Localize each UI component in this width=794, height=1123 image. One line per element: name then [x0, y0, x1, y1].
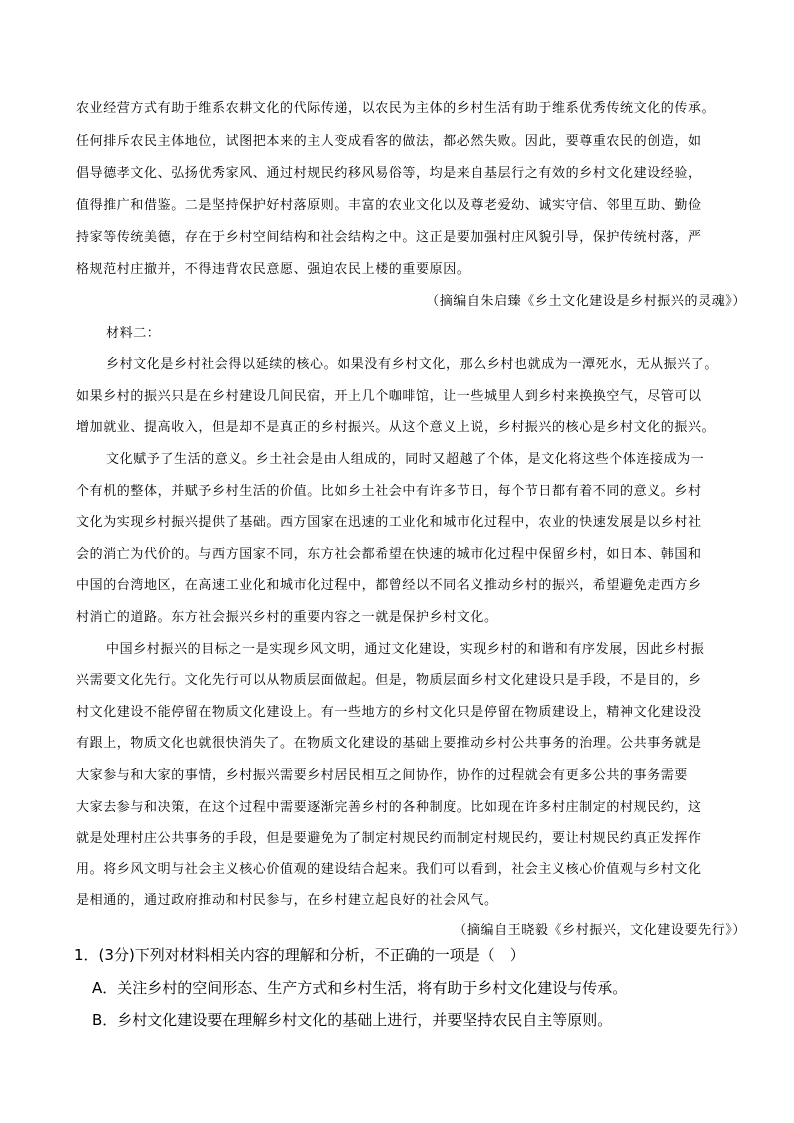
material-two-line: 大家去参与和决策，在这个过程中需要逐渐完善乡村的各种制度。比如现在许多村庄制定的村规民约，这: [76, 800, 702, 815]
passage-one-line: 农业经营方式有助于维系农耕文化的代际传递，以农民为主体的乡村生活有助于维系优秀传统文化的传承。: [76, 101, 716, 116]
passage-one-line: 值得推广和借鉴。二是坚持保护好村落原则。丰富的农业文化以及尊老爱幼、诚实守信、邻里互助、勤俭: [76, 198, 702, 213]
material-two-line: 用。将乡风文明与社会主义核心价值观的建设结合起来。我们可以看到，社会主义核心价值观与乡村文化: [76, 862, 702, 877]
material-two-line: 会的消亡为代价的。与西方国家不同，东方社会都希望在快速的城市化过程中保留乡村，如日本、韩国和: [76, 547, 702, 562]
material-two-line: 有跟上，物质文化也就很快消失了。在物质文化建设的基础上要推动乡村公共事务的治理。公共事务就是: [76, 736, 702, 751]
material-two-line: 村消亡的道路。东方社会振兴乡村的重要内容之一就是保护乡村文化。: [76, 610, 498, 625]
material-two-line: 中国乡村振兴的目标之一是实现乡风文明，通过文化建设，实现乡村的和谐和有序发展，因此乡村振: [106, 642, 705, 657]
material-two-line: 个有机的整体，并赋予乡村生活的价值。比如乡土社会中有许多节日，每个节日都有着不同的意义。乡村: [76, 484, 702, 499]
material-two-line: 是相通的，通过政府推动和村民参与，在乡村建立起良好的社会风气。: [76, 893, 498, 908]
material-two-line: 乡村文化是乡村社会得以延续的核心。如果没有乡村文化，那么乡村也就成为一潭死水，无从振兴了。: [106, 357, 719, 372]
material-two-line: 大家参与和大家的事情，乡村振兴需要乡村居民相互之间协作，协作的过程就会有更多公共的事务需要: [76, 768, 689, 783]
material-two-line: 文化赋予了生活的意义。乡土社会是由人组成的，同时又超越了个体，是文化将这些个体连接成为一: [106, 452, 705, 467]
question-stem: 1．(3分)下列对材料相关内容的理解和分析，不正确的一项是（ ）: [74, 946, 525, 964]
material-two-line: 增加就业、提高收入，但是却不是真正的乡村振兴。从这个意义上说，乡村振兴的核心是乡村文化的振兴。: [76, 420, 716, 435]
material-two-line: 兴需要文化先行。文化先行可以从物质层面做起。但是，物质层面乡村文化建设只是手段，不是目的，乡: [76, 673, 702, 688]
material-two-line: 中国的台湾地区，在高速工业化和城市化过程中，都曾经以不同名义推动乡村的振兴，希望避免走西方乡: [76, 578, 702, 593]
material-two-line: 文化为实现乡村振兴提供了基础。西方国家在迅速的工业化和城市化过程中，农业的快速发展是以乡村社: [76, 515, 702, 530]
passage-one-line: 任何排斥农民主体地位，试图把本来的主人变成看客的做法，都必然失败。因此，要尊重农民的创造，如: [76, 134, 702, 149]
option-b: B．乡村文化建设要在理解乡村文化的基础上进行，并要坚持农民自主等原则。: [92, 1011, 613, 1029]
passage-one-source: （摘编自朱启臻《乡土文化建设是乡村振兴的灵魂》）: [426, 294, 746, 309]
material-two-line: 村文化建设不能停留在物质文化建设上。有一些地方的乡村文化只是停留在物质建设上，精神文化建设没: [76, 705, 702, 720]
passage-one-line: 格规范村庄撤并，不得违背农民意愿、强迫农民上楼的重要原因。: [76, 262, 471, 277]
passage-one-line: 倡导德孝文化、弘扬优秀家风、通过村规民约移风易俗等，均是来自基层行之有效的乡村文化建设经验，: [76, 166, 702, 181]
option-a: A．关注乡村的空间形态、生产方式和乡村生活，将有助于乡村文化建设与传承。: [92, 979, 628, 997]
material-two-line: 就是处理村庄公共事务的手段，但是要避免为了制定村规民约而制定村规民约，要让村规民约真正发挥作: [76, 831, 702, 846]
material-two-line: 如果乡村的振兴只是在乡村建设几间民宿，开上几个咖啡馆，让一些城里人到乡村来换换空气，尽管可以: [76, 389, 702, 404]
passage-one-line: 持家等传统美德，存在于乡村空间结构和社会结构之中。这正是要加强村庄风貌引导，保护传统村落，严: [76, 230, 702, 245]
material-two-source: （摘编自王晓毅《乡村振兴，文化建设要先行》）: [453, 923, 746, 938]
material-two-heading: 材料二：: [106, 326, 161, 341]
